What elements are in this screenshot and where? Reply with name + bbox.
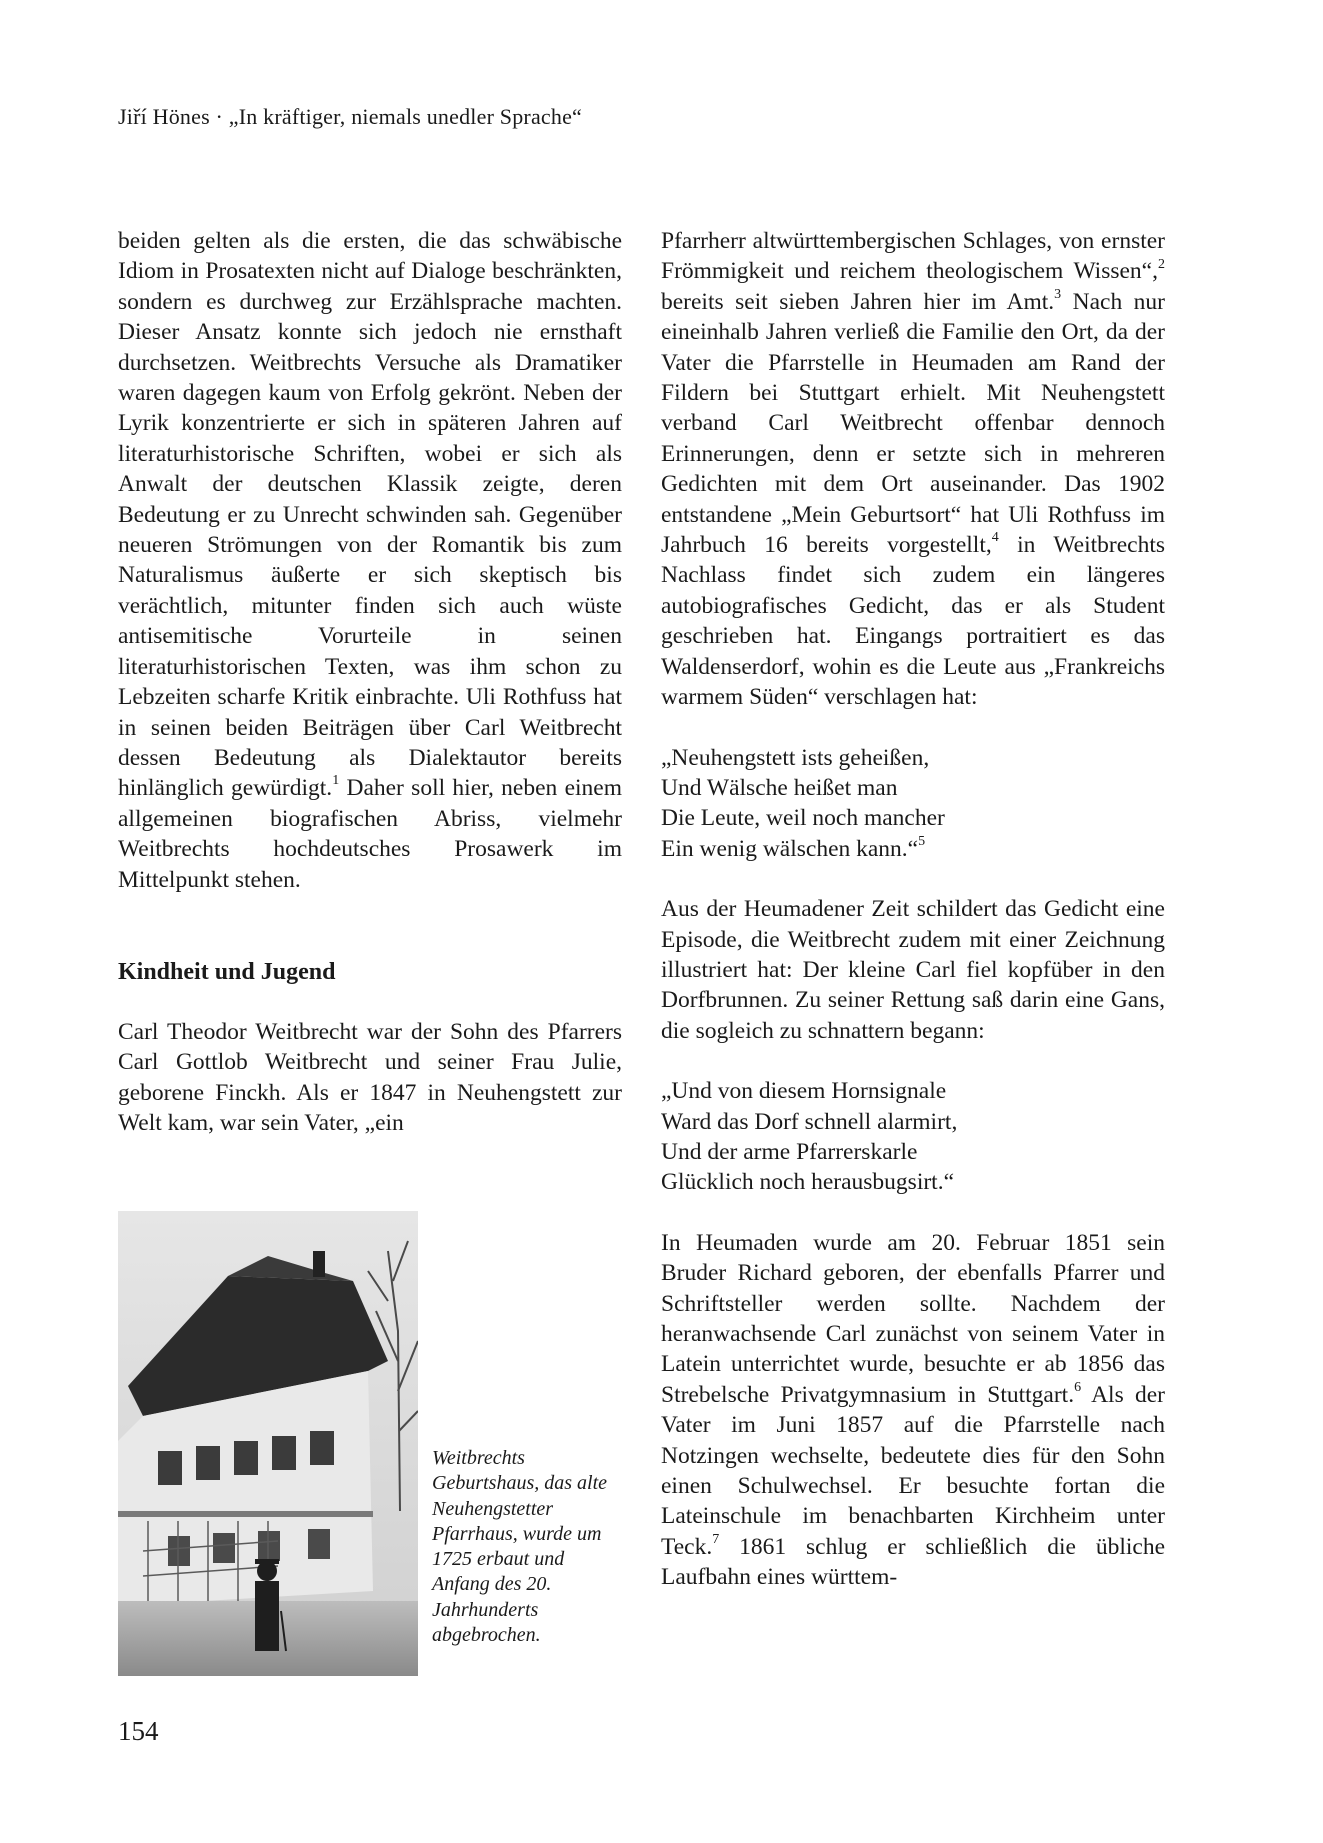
right-column [661, 226, 1165, 1593]
footnote-ref[interactable]: 3 [1054, 286, 1062, 302]
paragraph: In Heumaden wurde am 20. Februar 1851 sein Bruder Richard geboren, der ebenfalls Pfarrer und Schriftsteller werden sollte. Nachdem der heranwachsende Carl zunächst von seinem Vater in Latein unterrichtet wurde, besuchte er ab 1856 das Strebelsche Privatgymnasium in Stuttgart.$^6$ Als der Vater im Juni 1857 auf die Pfarrstelle nach Notzingen wechselte, bedeutete dies für den Sohn einen Schulwechsel. Er besuchte fortan die Lateinschule im benachbarten Kirchheim unter Teck.$^7$ 1861 schlug er schließlich die übliche Laufbahn eines württem- [661, 1229, 1166, 1591]
running-head: Jiří Hönes · „In kräftiger, niemals unedler Sprache“ [118, 104, 583, 129]
footnote-ref[interactable]: 6 [1074, 1379, 1082, 1395]
paragraph: Pfarrherr altwürttembergischen Schlages, von ernster Frömmigkeit und reichem theologischem Wissen“,$^2$ bereits seit sieben Jahren hier im Amt.$^3$ Nach nur eineinhalb Jahren verließ die Familie den Ort, da der Vater die Pfarrstelle in Heumaden am Rand der Fildern bei Stuttgart erhielt. Mit Neuhengstett verband Carl Weitbrecht offenbar dennoch Erinnerungen, denn er setzte sich in mehreren Gedichten mit dem Ort auseinander. Das 1902 entstandene „Mein Geburtsort“ hat Uli Rothfuss im Jahrbuch 16 bereits vorgestellt,$^4$ in Weitbrechts Nachlass findet sich zudem ein längeres autobiografisches Gedicht, das er als Student geschrieben hat. Eingangs portraitiert es das Waldenserdorf, wohin es die Leute aus „Frankreichs warmem Süden“ verschlagen hat: [661, 228, 1165, 711]
verse-line: Glücklich noch herausbugsirt.“ [661, 1169, 955, 1196]
footnote-ref[interactable]: 1 [332, 773, 340, 789]
paragraph: Aus der Heumadener Zeit schildert das Gedicht eine Episode, die Weitbrecht zudem mit einer Zeichnung illustriert hat: Der kleine Carl fiel kopfüber in den Dorfbrunnen. Zu seiner Rettung saß darin eine Gans, die sogleich zu schnattern begann: [661, 896, 1165, 1044]
left-column [118, 226, 622, 1139]
verse-block [661, 743, 1165, 865]
verse-line: Ein wenig wälschen kann.“$^5$ [661, 833, 926, 862]
section-heading: Kindheit und Jugend [118, 958, 336, 985]
paragraph: beiden gelten als die ersten, die das schwäbische Idiom in Prosatexten nicht auf Dialoge beschränkten, sondern es durchweg zur Erzählsprache machten. Dieser Ansatz konnte sich jedoch nie ernsthaft durchsetzen. Weitbrechts Versuche als Dramatiker waren dagegen kaum von Erfolg gekrönt. Neben der Lyrik konzentrierte er sich in späteren Jahren auf literaturhistorische Schriften, wobei er sich als Anwalt der deutschen Klassik zeigte, deren Bedeutung er zu Unrecht schwinden sah. Gegenüber neueren Strömungen von der Romantik bis zum Naturalismus äußerte er sich skeptisch bis verächtlich, mitunter finden sich auch wüste antisemitische Vorurteile in seinen literaturhistorischen Texten, was ihm schon zu Lebzeiten scharfe Kritik einbrachte. Uli Rothfuss hat in seinen beiden Beiträgen über Carl Weitbrecht dessen Bedeutung als Dialektautor bereits hinlänglich gewürdigt.$^1$ Daher soll hier, neben einem allgemeinen biografischen Abriss, vielmehr Weitbrechts hochdeutsches Prosawerk im Mittelpunkt stehen. [118, 228, 622, 893]
footnote-ref[interactable]: 2 [1158, 256, 1165, 272]
verse-line: Ward das Dorf schnell alarmirt, [661, 1108, 958, 1135]
house-photo [118, 1211, 418, 1676]
verse-line: Und der arme Pfarrerskarle [661, 1138, 918, 1165]
page-number: 154 [118, 1716, 159, 1746]
footnote-ref[interactable]: 7 [712, 1532, 720, 1548]
verse-line: „Neuhengstett ists geheißen, [661, 744, 930, 771]
verse-line: Und Wälsche heißet man [661, 774, 898, 801]
paragraph: Carl Theodor Weitbrecht war der Sohn des Pfarrers Carl Gottlob Weitbrecht und seiner Frau Julie, geborene Finckh. Als er 1847 in Neuhengstett zur Welt kam, war sein Vater, „ein [118, 1018, 622, 1137]
verse-line: Die Leute, weil noch mancher [661, 805, 945, 832]
verse-line: „Und von diesem Hornsignale [661, 1078, 947, 1105]
footnote-ref[interactable]: 4 [991, 530, 999, 546]
verse-block [661, 1076, 1165, 1198]
figure-caption: Weitbrechts Geburtshaus, das alte Neuhengstetter Pfarrhaus, wurde um 1725 erbaut und Anfang des 20. Jahrhunderts abgebrochen. [432, 1447, 607, 1647]
footnote-ref[interactable]: 5 [918, 833, 926, 849]
